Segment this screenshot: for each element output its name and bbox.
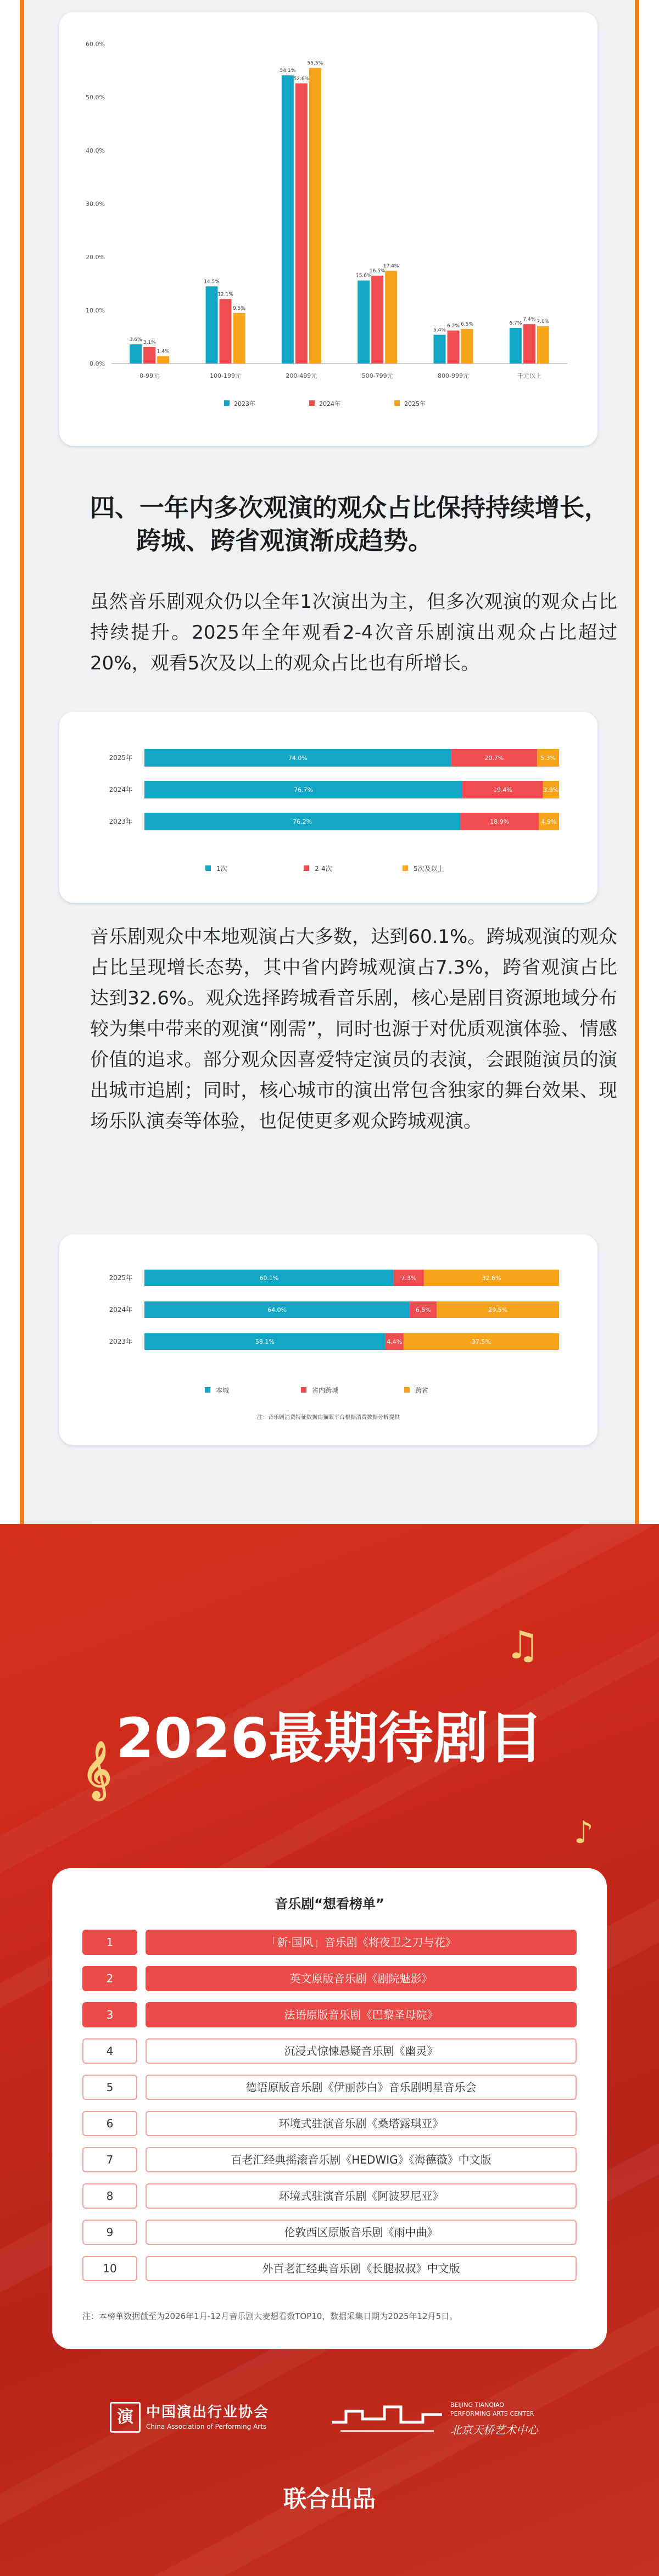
wishlist-title: 音乐剧“想看榜单” — [275, 1896, 384, 1912]
x-tick-label: 200-499元 — [286, 372, 317, 379]
tianqiao-name-cn: 北京天桥艺术中心 — [450, 2423, 538, 2437]
content-panel — [20, 0, 639, 1524]
wishlist-rank: 8 — [82, 2183, 137, 2209]
wishlist-item — [82, 2038, 577, 2064]
x-tick-label: 500-799元 — [361, 372, 393, 379]
legend-label: 2025年 — [404, 400, 426, 407]
viewing-frequency-chart — [59, 712, 597, 903]
bar-2024年 — [220, 299, 232, 364]
segment-value-label: 76.2% — [293, 818, 312, 825]
wishlist-item — [82, 1930, 577, 1955]
section4-paragraph2: 音乐剧观众中本地观演占大多数，达到60.1%。跨城观演的观众占比呈现增长态势，其中省内跨城观演占7.3%，跨省观演占比达到32.6%。观众选择跨城看音乐剧，核心是剧目资源地域分布较为集中带来的观演“刚需”，同时也源于对优质观演体验、情感价值的追求。部分观众因喜爱特定演员的表演，会跟随演员的演出城市追剧；同时，核心城市的演出常包含独家的舞台效果、现场乐队演奏等体验，也促使更多观众跨城观演。 — [90, 926, 617, 1132]
legend-label: 5次及以上 — [414, 865, 444, 873]
segment-value-label: 29.5% — [488, 1306, 508, 1314]
wishlist-rank: 9 — [82, 2220, 137, 2245]
capa-name-en: China Association of Performing Arts — [146, 2423, 267, 2430]
wishlist-item — [82, 2220, 577, 2245]
bar-value-label: 16.5% — [369, 268, 386, 274]
bar-value-label: 9.5% — [233, 305, 245, 311]
frequency-chart-card — [59, 712, 597, 903]
wishlist-show-name: 外百老汇经典音乐剧《长腿叔叔》中文版 — [146, 2256, 577, 2281]
y-tick-label: 20.0% — [86, 254, 105, 261]
bar-2024年 — [295, 83, 308, 364]
bar-value-label: 54.1% — [280, 68, 296, 74]
bar-value-label: 6.5% — [461, 321, 473, 327]
wishlist-show-name: 百老汇经典摇滚音乐剧《HEDWIG》《海德薇》中文版 — [146, 2147, 577, 2172]
capa-name-cn: 中国演出行业协会 — [146, 2404, 270, 2421]
legend-swatch — [304, 865, 309, 871]
y-tick-label: 40.0% — [86, 147, 105, 154]
legend-swatch — [224, 400, 230, 406]
bar-2023年 — [358, 281, 370, 364]
x-tick-label: 100-199元 — [210, 372, 241, 379]
bar-2025年 — [233, 313, 245, 364]
legend-label: 2-4次 — [315, 865, 332, 873]
legend-label: 2024年 — [319, 400, 340, 407]
legend-swatch — [205, 865, 211, 871]
wishlist-show-name: 德语原版音乐剧《伊丽莎白》音乐剧明星音乐会 — [146, 2075, 577, 2100]
x-tick-label: 800-999元 — [438, 372, 469, 379]
legend-swatch — [403, 865, 408, 871]
section4-title-line1: 四、一年内多次观演的观众占比保持持续增长， — [90, 493, 610, 522]
wishlist-item — [82, 2183, 577, 2209]
bar-value-label: 15.6% — [355, 273, 372, 279]
music-note-icon: ♫ — [505, 1623, 540, 1668]
wishlist-show-name: 法语原版音乐剧《巴黎圣母院》 — [146, 2002, 577, 2027]
capa-emblem-icon: 演 — [110, 2402, 141, 2433]
upcoming-section — [0, 1524, 659, 2576]
wishlist-item — [82, 2075, 577, 2100]
legend-label: 省内跨城 — [312, 1387, 339, 1394]
bar-value-label: 55.5% — [307, 60, 323, 66]
wishlist-note: 注：本榜单数据截至为2026年1月-12月音乐剧大麦想看数TOP10，数据采集日期为2025年12月5日。 — [82, 2311, 458, 2321]
segment-value-label: 74.0% — [288, 755, 308, 762]
price-chart-card — [59, 12, 597, 446]
wishlist-rank: 1 — [82, 1930, 137, 1955]
wishlist-card — [52, 1868, 607, 2349]
wishlist-show-name: 环境式驻演音乐剧《桑塔露琪亚》 — [146, 2111, 577, 2136]
bar-value-label: 1.4% — [157, 349, 170, 355]
category-label: 2023年 — [109, 818, 132, 825]
bar-value-label: 3.1% — [143, 339, 156, 345]
y-tick-label: 30.0% — [86, 200, 105, 208]
chart-note: 注：音乐剧消费特征数据由猫眼平台根据消费数据分析提供 — [257, 1415, 400, 1421]
segment-value-label: 18.9% — [490, 818, 510, 825]
bar-2024年 — [143, 347, 155, 364]
segment-value-label: 19.4% — [493, 786, 512, 794]
treble-clef-icon: 𝄞 — [82, 1741, 112, 1798]
bar-value-label: 6.7% — [509, 321, 522, 327]
bar-2024年 — [371, 276, 383, 364]
tianqiao-name-en2: PERFORMING ARTS CENTER — [450, 2410, 534, 2417]
wishlist-rank: 3 — [82, 2002, 137, 2027]
bar-2024年 — [448, 331, 460, 364]
category-label: 2024年 — [109, 1306, 132, 1314]
tianqiao-emblem-icon — [330, 2400, 445, 2435]
bar-value-label: 6.2% — [447, 323, 460, 329]
segment-value-label: 32.6% — [482, 1275, 501, 1282]
category-label: 2025年 — [109, 754, 132, 762]
wishlist-rank: 6 — [82, 2111, 137, 2136]
bar-2025年 — [461, 329, 473, 364]
segment-value-label: 76.7% — [294, 786, 314, 794]
bar-2025年 — [537, 326, 549, 364]
wishlist-item — [82, 2147, 577, 2172]
bar-value-label: 3.6% — [129, 337, 142, 343]
wishlist-show-name: 英文原版音乐剧《剧院魅影》 — [146, 1966, 577, 1991]
legend-swatch — [205, 1387, 210, 1393]
x-tick-label: 千元以上 — [517, 372, 541, 379]
capa-logo — [110, 2399, 340, 2443]
bar-2023年 — [130, 344, 142, 364]
y-tick-label: 0.0% — [90, 360, 105, 367]
wishlist-rank: 10 — [82, 2256, 137, 2281]
segment-value-label: 58.1% — [255, 1338, 275, 1345]
bar-value-label: 14.5% — [204, 279, 220, 285]
bar-value-label: 17.4% — [383, 264, 399, 270]
bar-2023年 — [206, 286, 218, 364]
wishlist-show-name: 「新·国风」音乐剧《将夜卫之刀与花》 — [146, 1930, 577, 1955]
wishlist-rank: 5 — [82, 2075, 137, 2100]
bar-value-label: 7.0% — [537, 319, 550, 325]
wishlist-show-name: 伦敦西区原版音乐剧《雨中曲》 — [146, 2220, 577, 2245]
upcoming-title: 2026最期待剧目 — [115, 1706, 544, 1770]
bar-value-label: 12.1% — [217, 292, 233, 298]
bar-value-label: 52.6% — [293, 76, 310, 82]
legend-swatch — [309, 400, 315, 406]
section4-heading — [90, 491, 617, 557]
x-tick-label: 0-99元 — [139, 372, 160, 379]
bar-value-label: 5.4% — [433, 327, 446, 333]
category-label: 2025年 — [109, 1274, 132, 1282]
tianqiao-name-en1: BEIJING TIANQIAO — [450, 2401, 505, 2409]
crosscity-chart-card — [59, 1234, 597, 1445]
y-tick-label: 10.0% — [86, 307, 105, 314]
legend-label: 2023年 — [234, 400, 255, 407]
wishlist-item — [82, 2002, 577, 2027]
segment-value-label: 3.9% — [543, 786, 559, 794]
joint-production-label: 联合出品 — [283, 2485, 376, 2512]
segment-value-label: 20.7% — [484, 755, 504, 762]
music-note-icon: ♪ — [574, 1815, 594, 1851]
wishlist-rank: 7 — [82, 2147, 137, 2172]
bar-2025年 — [309, 68, 321, 364]
segment-value-label: 4.4% — [387, 1338, 403, 1345]
wishlist-item — [82, 1966, 577, 1991]
legend-label: 本城 — [216, 1387, 230, 1394]
wishlist-rank: 4 — [82, 2038, 137, 2064]
segment-value-label: 6.5% — [415, 1306, 431, 1314]
category-label: 2023年 — [109, 1338, 132, 1345]
section4-paragraph1: 虽然音乐剧观众仍以全年1次演出为主，但多次观演的观众占比持续提升。2025年全年观看2-4次音乐剧演出观众占比超过20%，观看5次及以上的观众占比也有所增长。 — [90, 591, 617, 674]
bar-2025年 — [157, 356, 169, 364]
price-distribution-chart — [59, 12, 597, 446]
tianqiao-logo — [330, 2397, 560, 2446]
wishlist-show-name: 沉浸式惊悚悬疑音乐剧《幽灵》 — [146, 2038, 577, 2064]
segment-value-label: 60.1% — [259, 1275, 279, 1282]
legend-swatch — [301, 1387, 306, 1393]
y-tick-label: 50.0% — [86, 94, 105, 101]
cross-city-chart — [59, 1234, 597, 1445]
segment-value-label: 5.3% — [540, 755, 556, 762]
segment-value-label: 7.3% — [401, 1275, 417, 1282]
section4-title-line2: 跨城、跨省观演渐成趋势。 — [136, 526, 433, 555]
wishlist-rank: 2 — [82, 1966, 137, 1991]
bar-value-label: 7.4% — [523, 317, 536, 323]
bar-2024年 — [523, 324, 535, 364]
wishlist-item — [82, 2256, 577, 2281]
segment-value-label: 64.0% — [267, 1306, 287, 1314]
bar-2023年 — [510, 328, 522, 364]
wishlist-item — [82, 2111, 577, 2136]
bar-2025年 — [385, 271, 397, 364]
y-tick-label: 60.0% — [86, 41, 105, 48]
wishlist-show-name: 环境式驻演音乐剧《阿波罗尼亚》 — [146, 2183, 577, 2209]
segment-value-label: 37.5% — [471, 1338, 491, 1345]
legend-label: 1次 — [216, 865, 227, 873]
segment-value-label: 4.9% — [541, 818, 557, 825]
bar-2023年 — [434, 335, 446, 364]
category-label: 2024年 — [109, 786, 132, 794]
bar-2023年 — [282, 75, 294, 364]
legend-swatch — [404, 1387, 410, 1393]
legend-label: 跨省 — [415, 1387, 429, 1394]
legend-swatch — [394, 400, 400, 406]
